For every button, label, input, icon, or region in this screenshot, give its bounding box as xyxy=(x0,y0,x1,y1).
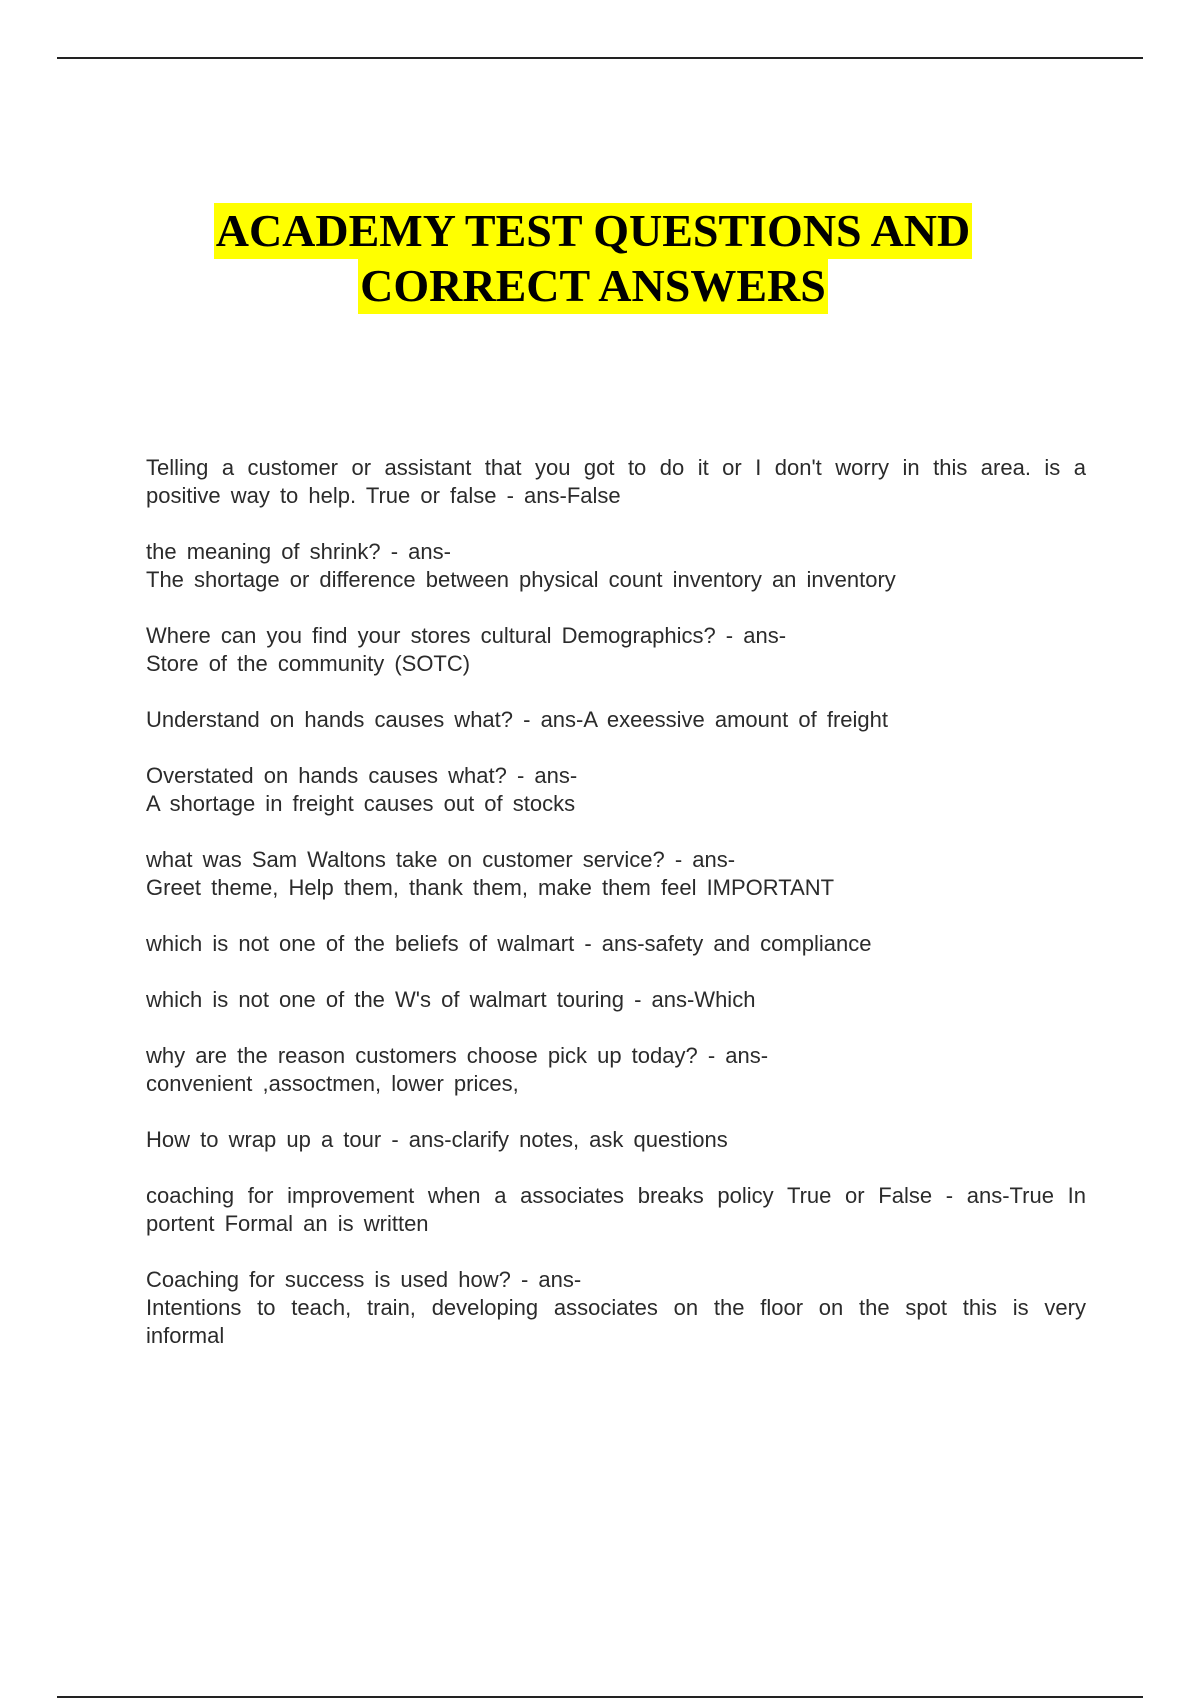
qa-question: what was Sam Waltons take on customer service? - ans- xyxy=(146,847,736,872)
qa-item xyxy=(146,1126,1086,1154)
qa-question: Telling a customer or assistant that you got to do it or I don't worry in this area. is a positive way to help. True or false - ans-False xyxy=(146,455,1097,508)
document-title xyxy=(0,203,1186,313)
qa-item xyxy=(146,986,1086,1014)
qa-answer: Store of the community (SOTC) xyxy=(146,651,471,676)
qa-item xyxy=(146,762,1086,818)
qa-question: which is not one of the W's of walmart touring - ans-Which xyxy=(146,987,756,1012)
qa-question: Understand on hands causes what? - ans-A exeessive amount of freight xyxy=(146,707,888,732)
qa-answer: convenient ,assoctmen, lower prices, xyxy=(146,1071,519,1096)
qa-item xyxy=(146,930,1086,958)
qa-item xyxy=(146,538,1086,594)
qa-item xyxy=(146,454,1097,510)
qa-question: Overstated on hands causes what? - ans- xyxy=(146,763,578,788)
qa-question: Where can you find your stores cultural Demographics? - ans- xyxy=(146,623,787,648)
qa-question: the meaning of shrink? - ans- xyxy=(146,539,451,564)
qa-question: How to wrap up a tour - ans-clarify notes, ask questions xyxy=(146,1127,728,1152)
qa-answer: Greet theme, Help them, thank them, make them feel IMPORTANT xyxy=(146,875,835,900)
qa-item xyxy=(146,1042,1086,1098)
qa-answer: A shortage in freight causes out of stocks xyxy=(146,791,576,816)
qa-list xyxy=(146,454,1097,1378)
title-line-1: ACADEMY TEST QUESTIONS AND xyxy=(214,203,973,259)
qa-item xyxy=(146,622,1086,678)
qa-item xyxy=(146,706,1086,734)
qa-question: which is not one of the beliefs of walmart - ans-safety and compliance xyxy=(146,931,872,956)
qa-item xyxy=(146,846,1086,902)
footer-rule xyxy=(57,1696,1143,1698)
qa-question: why are the reason customers choose pick up today? - ans- xyxy=(146,1043,769,1068)
qa-answer: Intentions to teach, train, developing associates on the floor on the spot this is very informal xyxy=(146,1295,1097,1348)
qa-question: Coaching for success is used how? - ans- xyxy=(146,1267,582,1292)
qa-question: coaching for improvement when a associates breaks policy True or False - ans-True In portent Formal an is written xyxy=(146,1183,1097,1236)
qa-item xyxy=(146,1266,1097,1350)
title-line-2: CORRECT ANSWERS xyxy=(358,258,828,314)
qa-item xyxy=(146,1182,1097,1238)
header-rule xyxy=(57,57,1143,59)
qa-answer: The shortage or difference between physical count inventory an inventory xyxy=(146,567,896,592)
